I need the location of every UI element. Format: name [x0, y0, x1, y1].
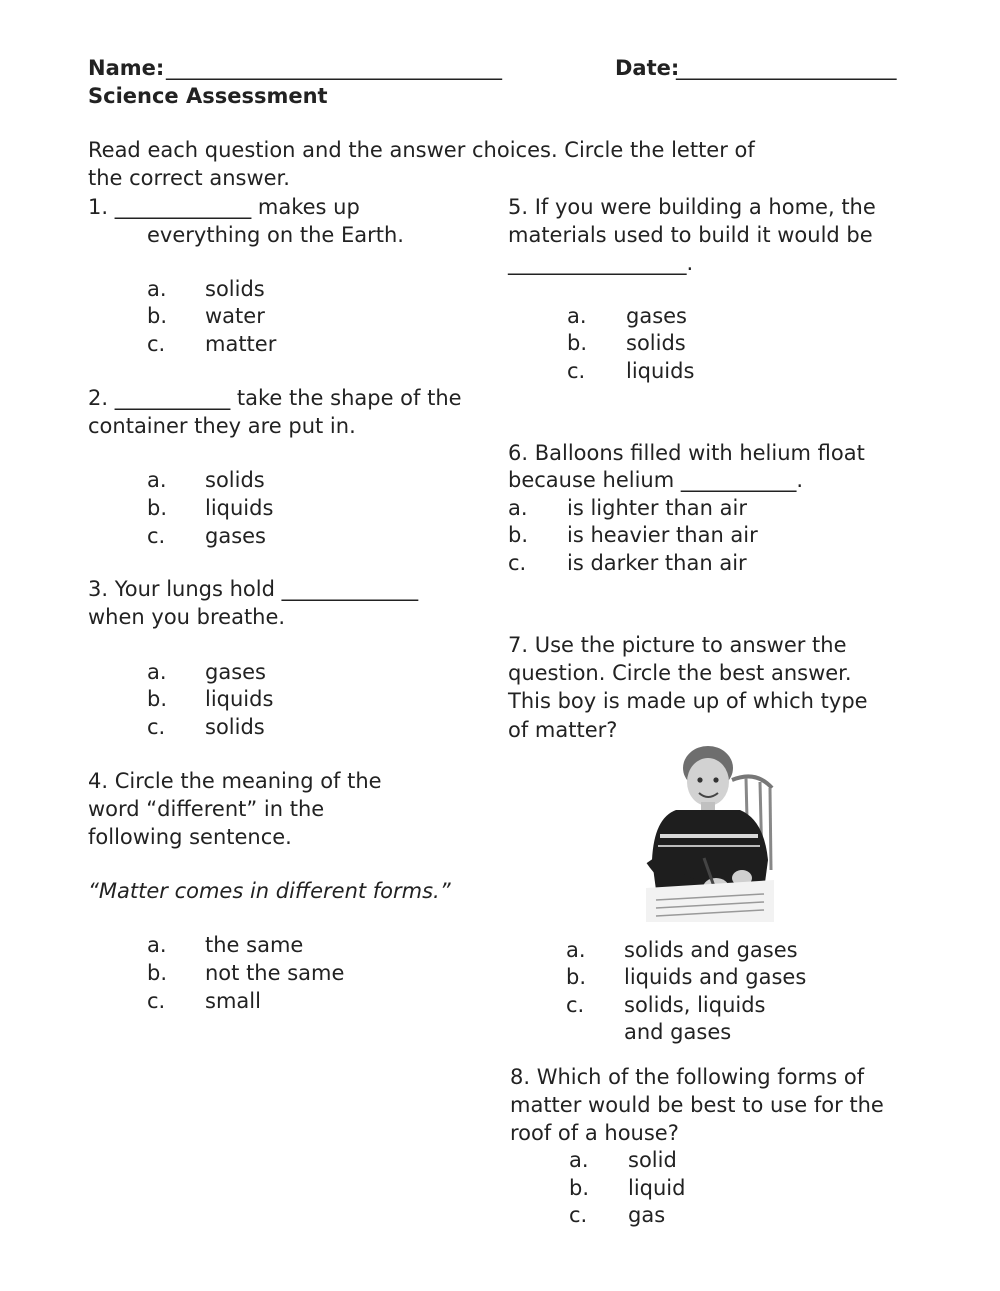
choice-text: the same — [205, 933, 304, 957]
name-blank[interactable]: ________________________________ — [166, 56, 502, 80]
instructions-line: Read each question and the answer choices. Circle the letter of — [88, 138, 755, 162]
choice-letter[interactable]: c. — [147, 715, 166, 739]
choice-text: not the same — [205, 961, 345, 985]
question-text: This boy is made up of which type — [508, 689, 868, 713]
choice-text: solids and gases — [624, 938, 798, 962]
choice-text: liquids — [205, 496, 274, 520]
choice-letter[interactable]: b. — [147, 687, 168, 711]
question-text: word “different” in the — [88, 797, 325, 821]
choice-letter[interactable]: b. — [147, 304, 168, 328]
instructions-line: the correct answer. — [88, 166, 290, 190]
question-text: of matter? — [508, 718, 618, 742]
choice-text: liquids — [205, 687, 274, 711]
choice-text: matter — [205, 332, 277, 356]
choice-letter[interactable]: b. — [147, 961, 168, 985]
question-text: following sentence. — [88, 825, 292, 849]
choice-text: solid — [628, 1148, 677, 1172]
choice-letter[interactable]: c. — [508, 551, 527, 575]
question-text: matter would be best to use for the — [510, 1093, 884, 1117]
choice-text: water — [205, 304, 265, 328]
choice-text: is darker than air — [567, 551, 747, 575]
boy-photo — [646, 740, 774, 922]
question-text: 5. If you were building a home, the — [508, 195, 876, 219]
name-label: Name: — [88, 56, 165, 80]
choice-text: liquids and gases — [624, 965, 807, 989]
choice-letter[interactable]: c. — [147, 524, 166, 548]
choice-letter[interactable]: a. — [567, 304, 587, 328]
choice-text: solids — [205, 277, 265, 301]
choice-letter[interactable]: a. — [147, 277, 167, 301]
choice-text: gases — [626, 304, 688, 328]
choice-letter[interactable]: a. — [147, 660, 167, 684]
choice-letter[interactable]: c. — [147, 332, 166, 356]
choice-letter[interactable]: c. — [569, 1203, 588, 1227]
choice-text: solids, liquids — [624, 993, 766, 1017]
choice-letter[interactable]: a. — [147, 933, 167, 957]
choice-text: solids — [626, 331, 686, 355]
choice-letter[interactable]: c. — [567, 359, 586, 383]
question-text: materials used to build it would be — [508, 223, 873, 247]
quoted-sentence: “Matter comes in different forms.” — [88, 879, 451, 903]
question-text: 4. Circle the meaning of the — [88, 769, 382, 793]
choice-text: liquid — [628, 1176, 686, 1200]
question-text: everything on the Earth. — [147, 223, 404, 247]
question-text: container they are put in. — [88, 414, 356, 438]
choice-letter[interactable]: c. — [147, 989, 166, 1013]
question-text: roof of a house? — [510, 1121, 679, 1145]
choice-letter[interactable]: b. — [566, 965, 587, 989]
choice-text: is lighter than air — [567, 496, 747, 520]
date-label: Date: — [615, 56, 680, 80]
choice-letter[interactable]: c. — [566, 993, 585, 1017]
date-blank[interactable]: _____________________ — [676, 56, 897, 80]
choice-text: gases — [205, 660, 267, 684]
choice-letter[interactable]: b. — [147, 496, 168, 520]
choice-letter[interactable]: a. — [508, 496, 528, 520]
choice-text: liquids — [626, 359, 695, 383]
question-text: 2. ___________ take the shape of the — [88, 386, 462, 410]
choice-letter[interactable]: b. — [569, 1176, 590, 1200]
question-text: _________________. — [508, 251, 694, 275]
choice-letter[interactable]: a. — [147, 468, 167, 492]
choice-text: small — [205, 989, 261, 1013]
question-text: because helium ___________. — [508, 468, 804, 492]
question-text: 7. Use the picture to answer the — [508, 633, 847, 657]
choice-text: gas — [628, 1203, 666, 1227]
choice-text: gases — [205, 524, 267, 548]
question-text: 6. Balloons filled with helium float — [508, 441, 865, 465]
choice-letter[interactable]: b. — [567, 331, 588, 355]
choice-text: solids — [205, 715, 265, 739]
choice-text-continued: and gases — [624, 1020, 732, 1044]
question-text: 8. Which of the following forms of — [510, 1065, 865, 1089]
choice-text: is heavier than air — [567, 523, 758, 547]
question-text: 3. Your lungs hold _____________ — [88, 577, 419, 601]
choice-letter[interactable]: a. — [569, 1148, 589, 1172]
choice-letter[interactable]: a. — [566, 938, 586, 962]
choice-text: solids — [205, 468, 265, 492]
choice-letter[interactable]: b. — [508, 523, 529, 547]
question-text: when you breathe. — [88, 605, 286, 629]
question-text: 1. _____________ makes up — [88, 195, 360, 219]
page-title: Science Assessment — [88, 84, 328, 108]
question-text: question. Circle the best answer. — [508, 661, 852, 685]
